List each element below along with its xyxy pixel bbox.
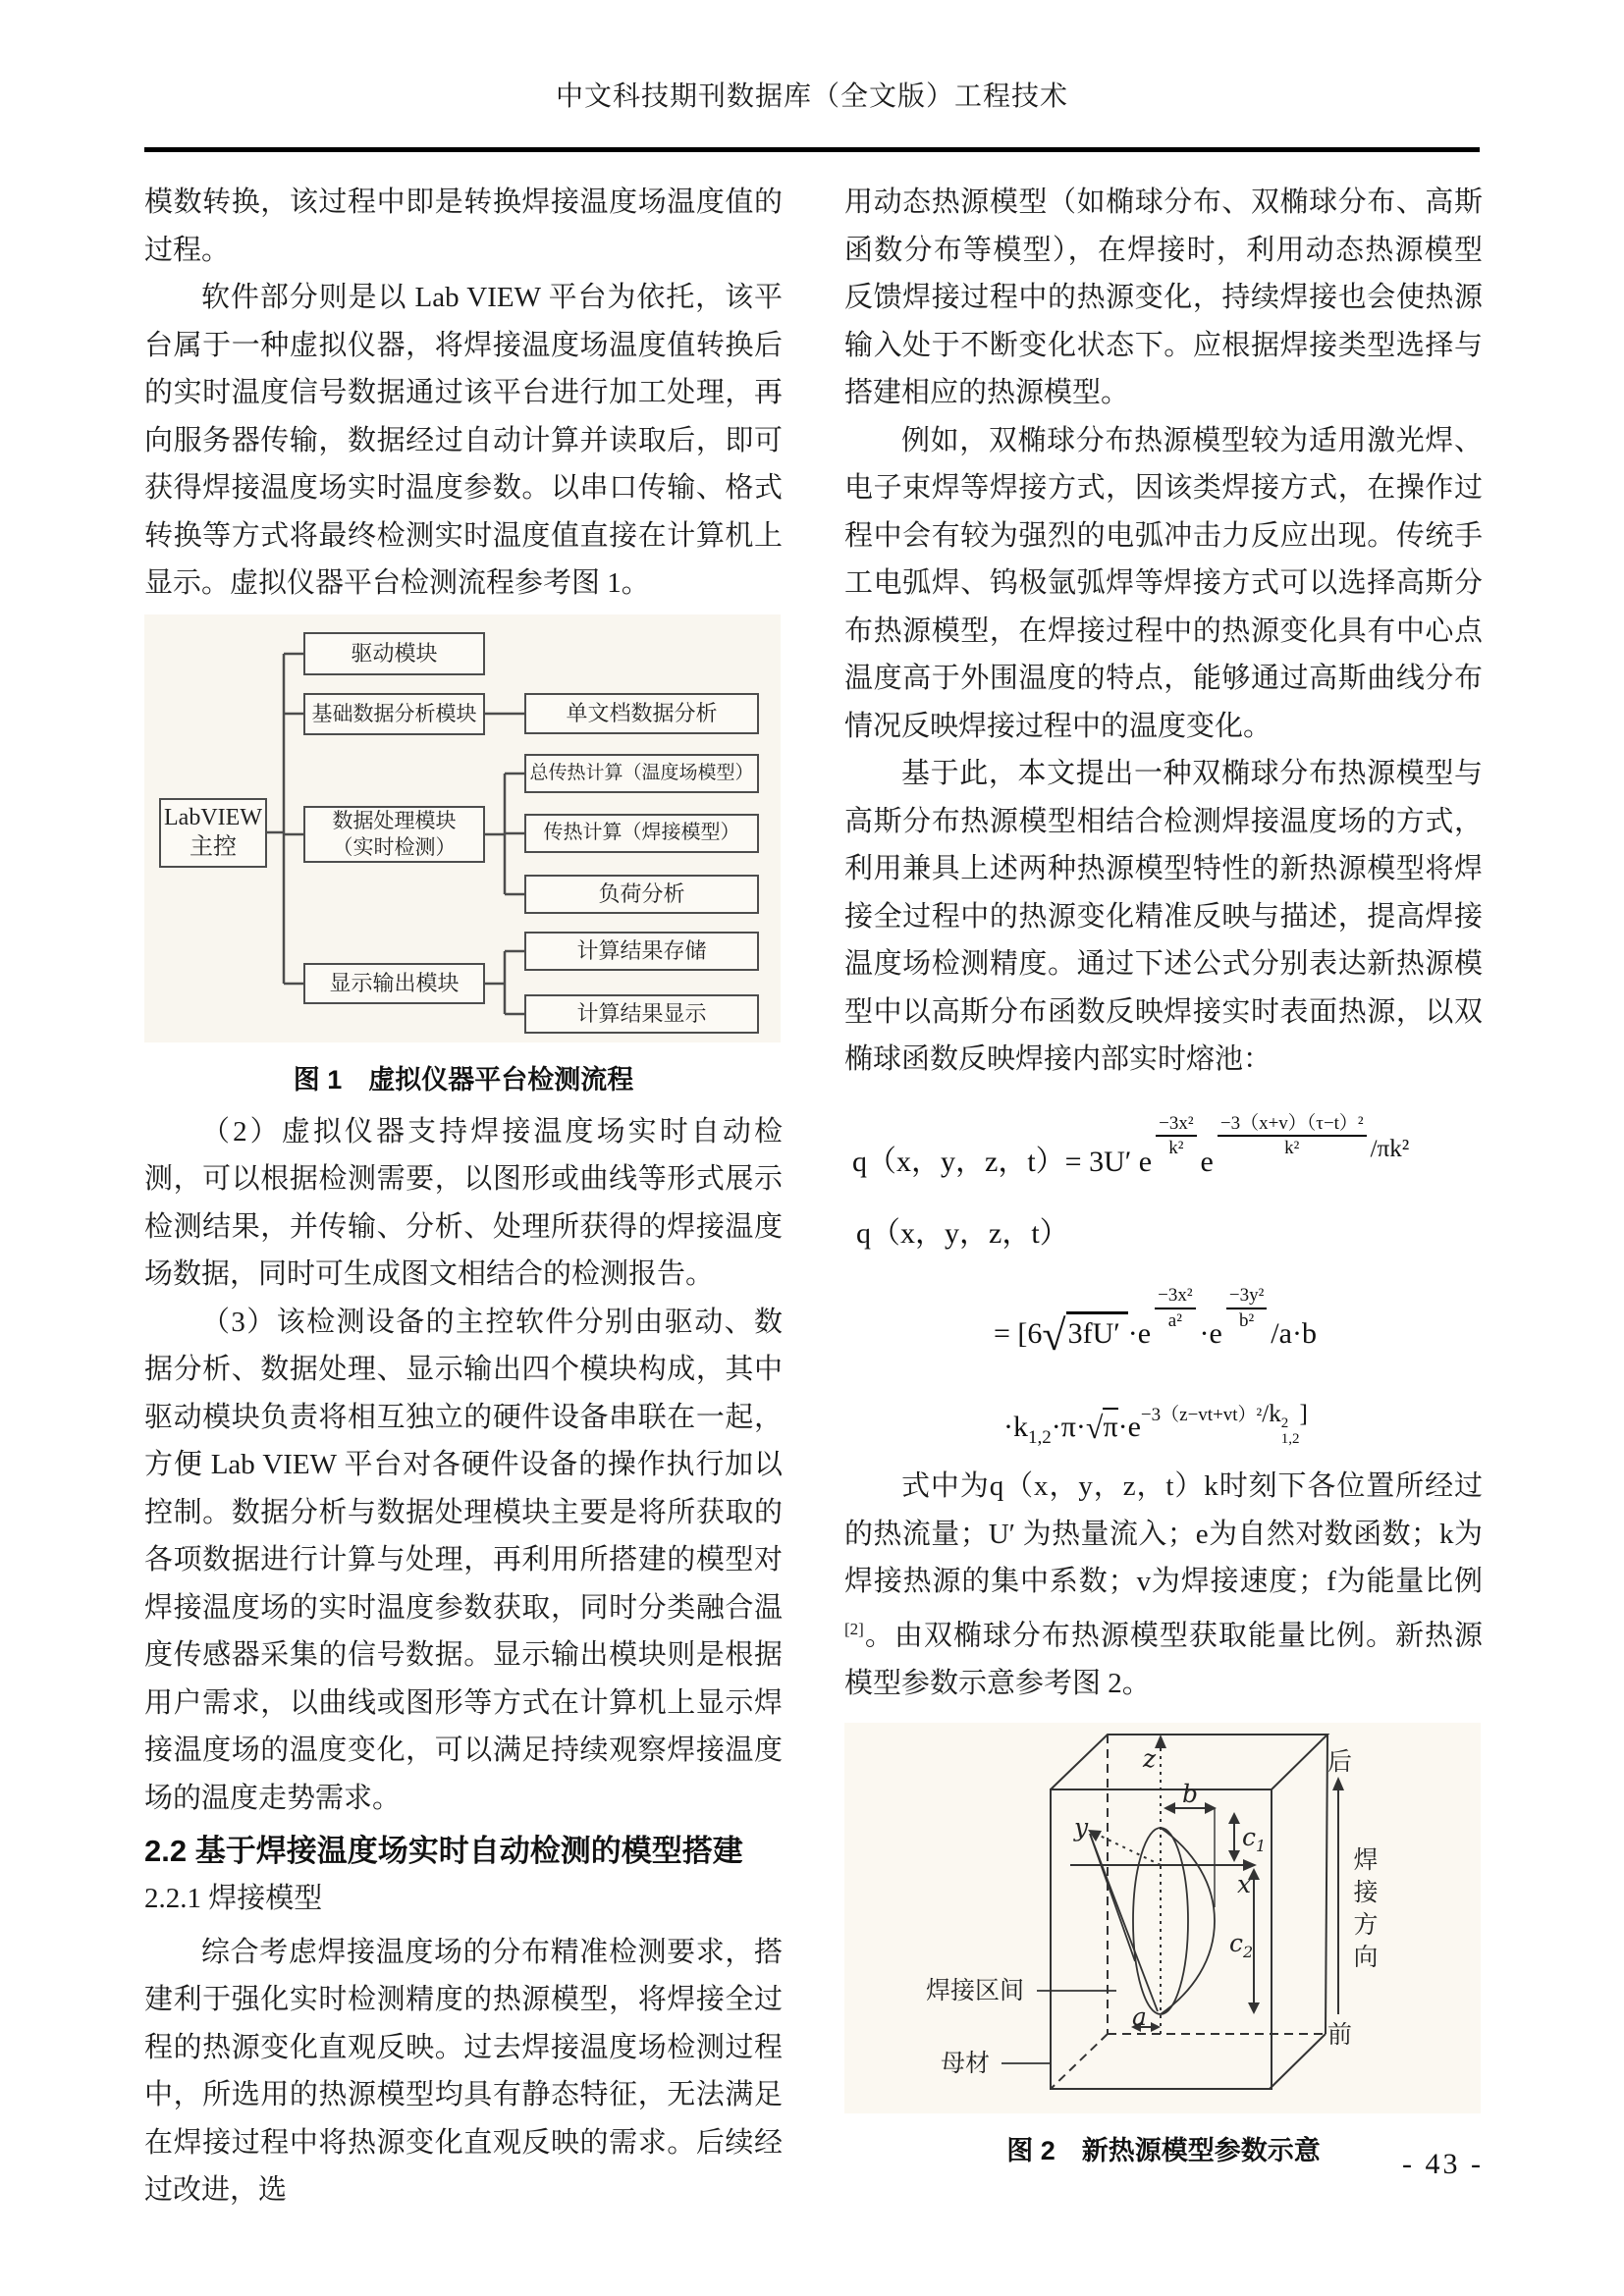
flow-node-label: 计算结果存储 (576, 937, 707, 963)
math-e: e (1200, 1145, 1214, 1178)
label-base-metal: 母材 (941, 2051, 991, 2078)
exponent-fraction: $\frac{\text{−3（x+v）（τ−t）²}}{\text{k²}}$ (1218, 1113, 1367, 1160)
paragraph: 综合考虑焊接温度场的分布精准检测要求，搭建利于强化实时检测精度的热源模型，将焊接全过程的热源变化直观反映。过去焊接温度场检测过程中，所选用的热源模型均具有静态特征，无法满足在焊接过程中将热源变化直观反映的需求。后续经过改进，选 (144, 1936, 783, 2207)
section-heading-2-2: 2.2 基于焊接温度场实时自动检测的模型搭建 (144, 1834, 743, 1868)
paragraph: （3）该检测设备的主控软件分别由驱动、数据分析、数据处理、显示输出四个模块构成，其中驱动模块负责将相互独立的硬件设备串联在一起，方便 Lab VIEW 平台对各硬件设备的操作执行加以控制。数据分析与数据处理模块主要是将所获取的各项数据进行计算与处理，再利用所搭建的模型对焊接温度场的实时温度参数获取，同时分类融合温度传感器采集的信号数据。显示输出模块则是根据用户需求，以曲线或图形等方式在计算机上显示焊接温度场的温度变化，可以满足持续观察焊接温度场的温度走势需求。 (144, 1306, 783, 1814)
flow-node-label: 传热计算（焊接模型） (543, 822, 740, 843)
flow-node-label: 显示输出模块 (329, 970, 460, 995)
flow-node-labview-master (159, 798, 267, 868)
flow-node-total-heat-calc (524, 754, 759, 793)
flow-node-label: 计算结果显示 (576, 1000, 707, 1026)
radical-sign: √ (1042, 1311, 1066, 1361)
equation-2-lhs: q（x，y，z，t） (856, 1217, 1069, 1251)
flow-node-label: 数据处理模块 (332, 809, 457, 833)
equation-2-continued: $\cdot k_{1,2}\cdot\pi\cdot√\pi\cdot e^{-3(z-vt+vt)^2/k 2 1,2 ]}$ (1003, 1401, 1308, 1449)
flow-node-result-display (524, 994, 759, 1034)
flow-node-label: 基础数据分析模块 (311, 701, 477, 725)
flow-node-label: 单文档数据分析 (566, 700, 718, 725)
dim-label-c2: $c_2$ (1229, 1929, 1254, 1962)
dim-label-c1: $c_1$ (1242, 1823, 1267, 1856)
flow-node-label: LabVIEW (164, 805, 262, 830)
exponent-fraction: $\frac{\text{−3y²}}{\text{b²}}$ (1226, 1285, 1267, 1332)
dim-label-b: b (1182, 1780, 1199, 1809)
equations (844, 1113, 1483, 1450)
flow-node-drive-module (303, 632, 485, 675)
figure-1-caption: 图 1 虚拟仪器平台检测流程 (293, 1064, 634, 1095)
axis-label-z: z (1143, 1744, 1157, 1774)
math-e: e (1209, 1317, 1222, 1351)
flow-node-basic-data-analysis (303, 693, 485, 735)
figure-1-flowchart (144, 614, 781, 1042)
journal-header: 中文科技期刊数据库（全文版）工程技术 (555, 81, 1068, 112)
flow-node-heat-calc (524, 814, 759, 853)
flow-node-label: 负荷分析 (598, 881, 685, 906)
figure-2-model-diagram (844, 1723, 1481, 2113)
flow-node-data-processing (303, 806, 485, 863)
label-front: 前 (1327, 2022, 1353, 2050)
paragraph: 用动态热源模型（如椭球分布、双椭球分布、高斯函数分布等模型），在焊接时，利用动态热源模型反馈焊接过程中的热源变化，持续焊接也会使热源输入处于不断变化状态下。应根据焊接类型选择与搭建相应的热源模型。 (844, 187, 1483, 408)
paragraph: 模数转换，该过程中即是转换焊接温度场温度值的过程。 (144, 187, 783, 266)
paragraph: 软件部分则是以 Lab VIEW 平台为依托，该平台属于一种虚拟仪器，将焊接温度场温度值转换后的实时温度信号数据通过该平台进行加工处理，再向服务器传输，数据经过自动计算并读取后，即可获得焊接温度场实时温度参数。以串口传输、格式转换等方式将最终检测实时温度值直接在计算机上显示。虚拟仪器平台检测流程参考图 1。 (144, 282, 783, 599)
citation-ref: [2] (844, 1619, 864, 1638)
label-welding-direction: 焊接方向 (1350, 1846, 1377, 1977)
flow-node-load-analysis (524, 875, 759, 914)
label-rear: 后 (1327, 1749, 1353, 1777)
sup-sub-stack: 2 1,2 (1280, 1415, 1300, 1447)
flow-node-single-doc-analysis (524, 693, 759, 734)
paragraph: （2）虚拟仪器支持焊接温度场实时自动检测，可以根据检测需要，以图形或曲线等形式展示检测结果，并传输、分析、处理所获得的焊接温度场数据，同时可生成图文相结合的检测报告。 (144, 1115, 783, 1290)
math-e: ·e (1117, 1411, 1141, 1444)
exponent-fraction: $\frac{\text{−3x²}}{\text{a²}}$ (1155, 1285, 1195, 1332)
header-rule (144, 147, 1480, 152)
section-heading-2-2-1: 2.2.1 焊接模型 (144, 1883, 323, 1915)
right-column (844, 179, 1483, 2179)
radical-sign: √ (1085, 1410, 1104, 1446)
math-e: e (1138, 1145, 1153, 1178)
flow-node-label: （实时检测） (332, 834, 457, 859)
axis-label-x: x (1237, 1870, 1252, 1899)
page-number: - 43 - (1402, 2148, 1484, 2180)
paragraph: 基于此，本文提出一种双椭球分布热源模型与高斯分布热源模型相结合检测焊接温度场的方式，利用兼具上述两种热源模型特性的新热源模型将焊接全过程中的热源变化精准反映与描述，提高焊接温度场检测精度。通过下述公式分别表达新热源模型中以高斯分布函数反映焊接实时表面热源，以双椭球函数反映焊接内部实时熔池： (844, 758, 1483, 1075)
equation-lhs: q（x，y，z，t）= 3U′ (852, 1145, 1139, 1178)
equation-tail: /πk² (1370, 1135, 1410, 1162)
math-e: e (1137, 1317, 1152, 1351)
flow-node-label: 驱动模块 (351, 640, 438, 666)
equation-1 (852, 1113, 1483, 1180)
equation-2-main: = [6√3fU′ ·e $\frac{\text{−3x²}}{\text{a²}}$ ·e $\frac{\text{−3y²}}{\text{b²}}$ /a·b (994, 1285, 1317, 1361)
flow-node-result-storage (524, 932, 759, 971)
paragraph: 式中为q（x，y，z，t）k时刻下各位置所经过的热流量；U′ 为热量流入；e为自然对数函数；k为焊接热源的集中系数；v为焊接速度；f为能量比例[2]。由双椭球分布热源模型获取能量比例。新热源模型参数示意参考图 2。 (844, 1470, 1483, 1699)
left-column (144, 179, 783, 2215)
paragraph: 例如，双椭球分布热源模型较为适用激光焊、电子束焊等焊接方式，因该类焊接方式，在操作过程中会有较为强烈的电弧冲击力反应出现。传统手工电弧焊、钨极氩弧焊等焊接方式可以选择高斯分布热源模型，在焊接过程中的热源变化具有中心点温度高于外围温度的特点，能够通过高斯曲线分布情况反映焊接过程中的温度变化。 (844, 424, 1483, 742)
flow-node-label: 主控 (189, 834, 237, 860)
flow-node-display-output (303, 963, 485, 1004)
figure-2-caption: 图 2 新热源模型参数示意 (1006, 2136, 1321, 2166)
flow-node-label: 总传热计算（温度场模型） (529, 762, 754, 783)
axis-label-y: y (1074, 1813, 1089, 1842)
dim-label-a: a (1132, 2002, 1147, 2032)
exponent-fraction: $\frac{\text{−3x²}}{\text{k²}}$ (1156, 1113, 1196, 1160)
label-weld-zone: 焊接区间 (926, 1978, 1025, 2005)
